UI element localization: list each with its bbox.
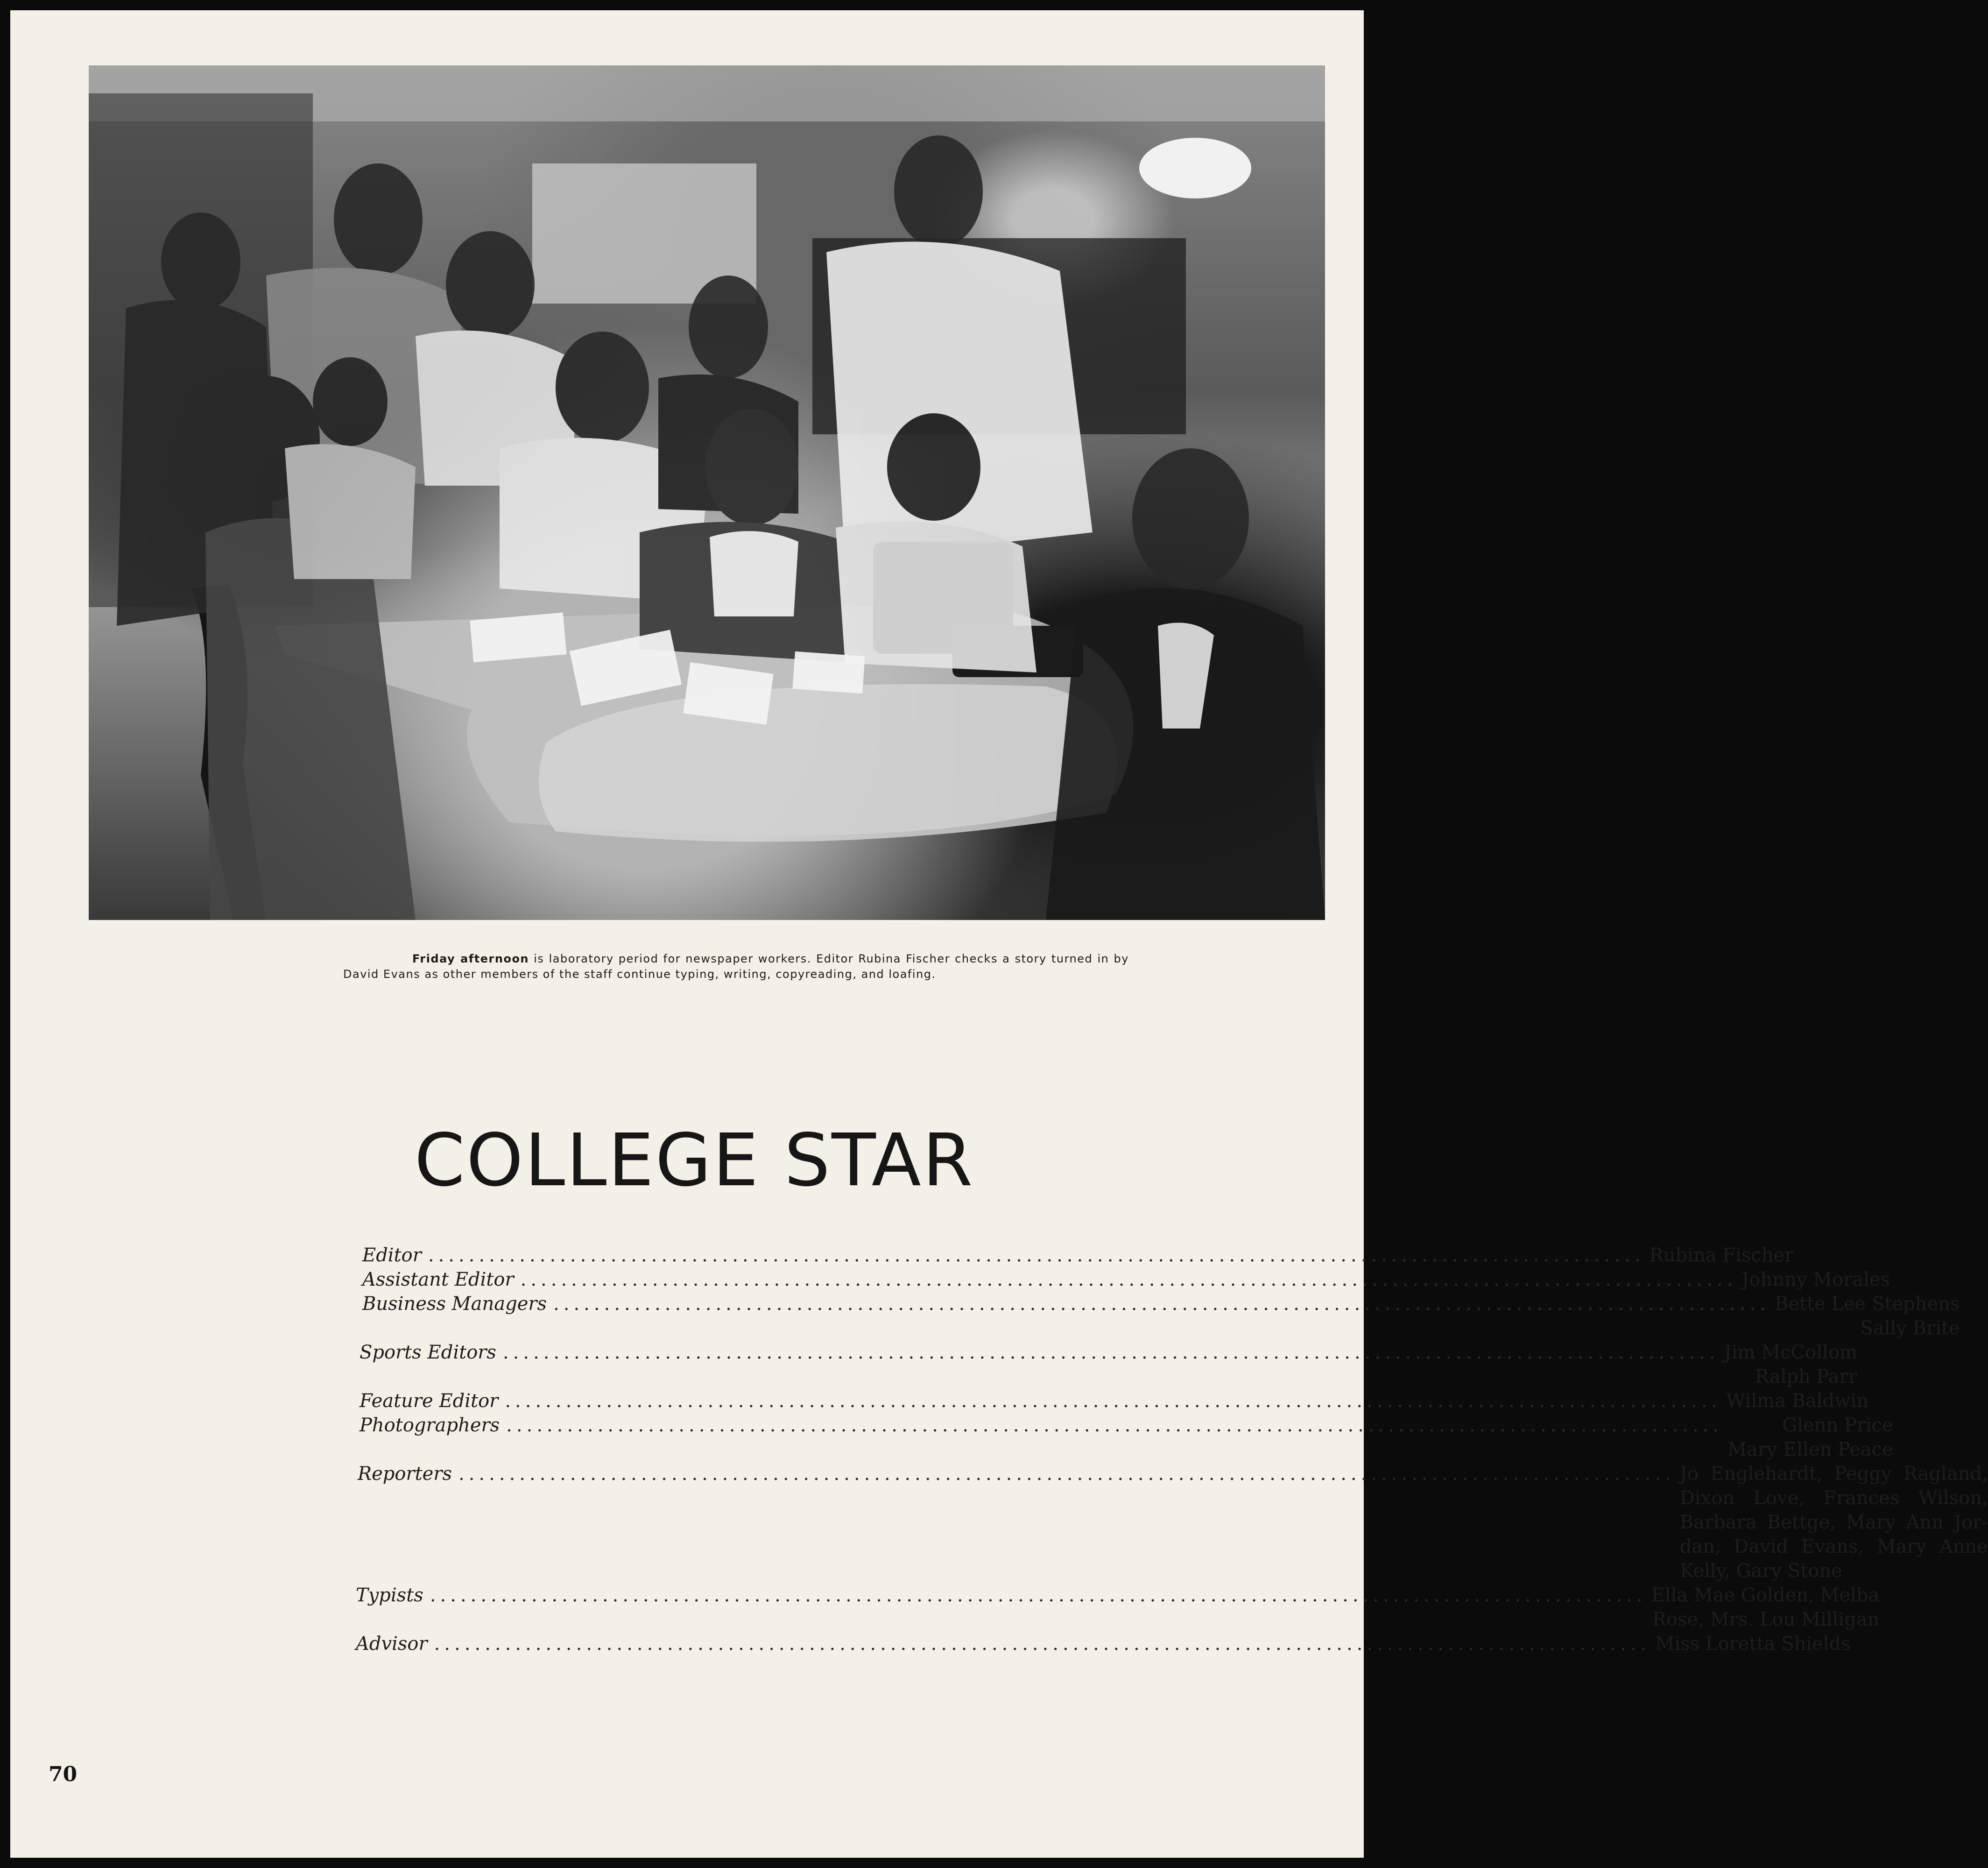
page-title: COLLEGE STAR xyxy=(414,1118,974,1203)
masthead-role: Reporters xyxy=(358,1463,452,1485)
dot-leader: ........................................................................................................................ xyxy=(428,1245,1645,1266)
masthead-row xyxy=(356,1292,1960,1340)
masthead-row xyxy=(356,1632,1851,1656)
staff-photo xyxy=(89,65,1325,920)
staff-name: Ralph Parr xyxy=(1755,1366,1857,1387)
staff-name: Dixon Love, Frances Wilson, xyxy=(1679,1487,1988,1509)
masthead-row xyxy=(356,1389,1869,1413)
staff-name: Kelly, Gary Stone xyxy=(1679,1560,1842,1582)
staff-name: Glenn Price xyxy=(1782,1415,1893,1436)
staff-name: Jo Englehardt, Peggy Ragland, xyxy=(1679,1463,1988,1485)
masthead-names xyxy=(1675,1462,1988,1583)
masthead-names xyxy=(1720,1340,1857,1389)
masthead-role: Advisor xyxy=(356,1633,428,1655)
photo-icon xyxy=(89,65,1325,920)
dot-leader: ........................................................................................................................ xyxy=(505,1390,1722,1412)
masthead-role: Editor xyxy=(362,1245,422,1266)
staff-name: Mary Ellen Peace xyxy=(1727,1439,1893,1460)
masthead-role: Feature Editor xyxy=(360,1390,499,1412)
masthead-row xyxy=(356,1413,1893,1462)
masthead-row xyxy=(356,1267,1890,1292)
staff-name: Barbara Bettge, Mary Ann Jor- xyxy=(1679,1512,1988,1533)
masthead-role: Typists xyxy=(356,1585,423,1606)
masthead-role: Sports Editors xyxy=(360,1342,496,1363)
staff-name: Miss Loretta Shields xyxy=(1655,1633,1851,1655)
masthead-names xyxy=(1737,1267,1890,1292)
dot-leader: ........................................................................................................................ xyxy=(520,1269,1737,1290)
staff-name: Bette Lee Stephens xyxy=(1774,1293,1960,1315)
dot-leader: ........................................................................................................................ xyxy=(506,1415,1723,1436)
staff-name: Rose, Mrs. Lou Milligan xyxy=(1652,1609,1880,1630)
staff-name: Sally Brite xyxy=(1860,1317,1960,1339)
staff-name: Jim McCollom xyxy=(1724,1342,1857,1363)
masthead-row xyxy=(356,1583,1880,1632)
photo-caption xyxy=(343,951,1129,982)
caption-lead: Friday afternoon xyxy=(412,952,529,965)
masthead-names xyxy=(1645,1243,1794,1267)
dot-leader: ........................................................................................................................ xyxy=(553,1293,1770,1315)
masthead-names xyxy=(1650,1632,1850,1656)
caption-text: is laboratory period for newspaper workers. Editor Rubina Fischer checks a story turned in by David Evans as other members of the staff continue typing, writing, copyreading, and loafing. xyxy=(343,952,1129,981)
staff-name: Johnny Morales xyxy=(1741,1269,1890,1290)
masthead-names xyxy=(1647,1583,1880,1632)
masthead-names xyxy=(1770,1292,1960,1340)
masthead-role: Assistant Editor xyxy=(362,1269,514,1290)
staff-masthead xyxy=(356,1243,1988,1656)
masthead-names xyxy=(1721,1389,1868,1413)
masthead-role: Photographers xyxy=(360,1415,500,1436)
masthead-row xyxy=(356,1462,1988,1583)
dot-leader: ........................................................................................................................ xyxy=(430,1585,1647,1606)
staff-name: Ella Mae Golden, Melba xyxy=(1651,1585,1880,1606)
dot-leader: ........................................................................................................................ xyxy=(458,1463,1675,1485)
dot-leader: ........................................................................................................................ xyxy=(434,1633,1651,1655)
page-number: 70 xyxy=(49,1762,78,1786)
staff-name: Wilma Baldwin xyxy=(1726,1390,1869,1412)
masthead-names xyxy=(1723,1413,1893,1462)
masthead-row xyxy=(356,1340,1857,1389)
staff-name: Rubina Fischer xyxy=(1649,1245,1794,1266)
staff-name: dan, David Evans, Mary Anne xyxy=(1679,1536,1988,1557)
masthead-row xyxy=(356,1243,1794,1267)
masthead-role: Business Managers xyxy=(362,1293,547,1315)
dot-leader: ........................................................................................................................ xyxy=(502,1342,1720,1363)
yearbook-page xyxy=(10,10,1988,1858)
